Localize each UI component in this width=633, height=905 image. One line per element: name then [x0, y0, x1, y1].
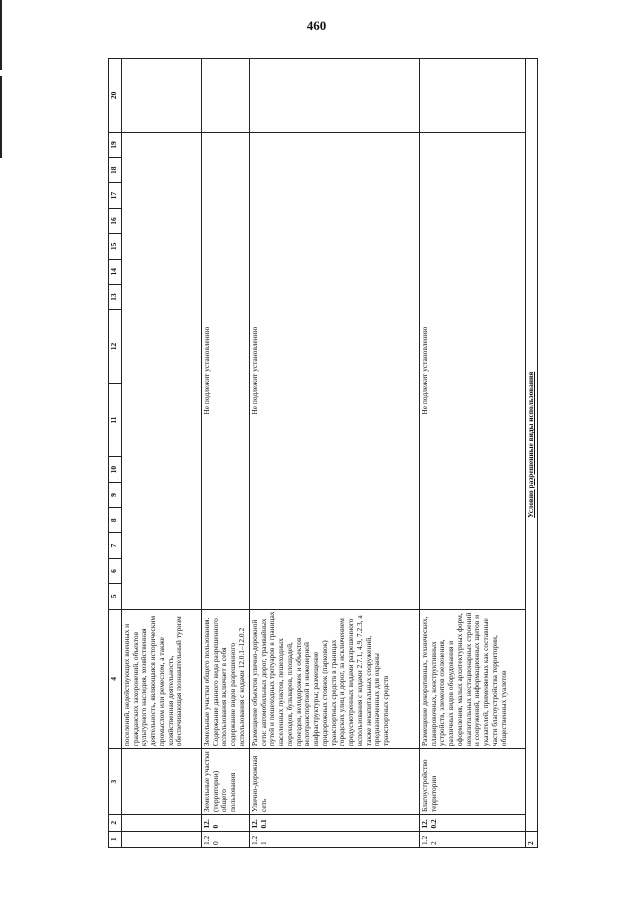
row-notes — [202, 59, 250, 133]
rotated-table-container — [108, 58, 535, 848]
column-header: 8 — [109, 508, 122, 533]
header-row — [109, 59, 122, 848]
column-header: 9 — [109, 482, 122, 507]
row-params: Не подлежит установлению — [250, 132, 420, 609]
row-params — [122, 132, 202, 609]
row-code: 12.0 — [202, 815, 250, 831]
column-header: 10 — [109, 457, 122, 482]
row-params: Не подлежит установлению — [420, 132, 526, 609]
row-params: Не подлежит установлению — [202, 132, 250, 609]
row-description: Земельные участки общего пользования. Содержание данного вида разрешенного использования включает в себя содержание видов разрешенного использования с кодами 12.0.1–12.0.2 — [202, 609, 250, 749]
row-number: 1.20 — [202, 831, 250, 847]
row-number: 1.21 — [250, 831, 420, 847]
row-name: Земельные участки (территории) общего пользования — [202, 749, 250, 815]
row-description: поселений, недействующих военных и гражданских захоронений, объектов культурного наследия, хозяйственная деятельность, являющаяся историческим промыслом или ремеслом, а также хозяйственная деятельность, обеспечивающая познавательный туризм — [122, 609, 202, 749]
column-header: 3 — [109, 749, 122, 815]
column-header: 12 — [109, 310, 122, 384]
row-number: 1.22 — [420, 831, 526, 847]
column-header: 16 — [109, 208, 122, 233]
table-row — [420, 59, 526, 848]
section-label: Условно разрешенные виды использования — [526, 59, 538, 832]
column-header: 1 — [109, 831, 122, 847]
column-header: 18 — [109, 158, 122, 183]
land-use-table — [108, 58, 538, 848]
row-description: Размещение декоративных, технических, планировочных, конструктивных устройств, элементов озеленения, различных видов оборудования и оформления, малых архитектурных форм, некапитальных нестационарных строений и сооружений, информационных щитов и указателей, применяемых как составные части благоустройства территории, общественных туалетов — [420, 609, 526, 749]
row-code: 12.0.2 — [420, 815, 526, 831]
column-header: 14 — [109, 259, 122, 284]
column-header: 6 — [109, 558, 122, 583]
column-header: 2 — [109, 815, 122, 831]
table-row — [250, 59, 420, 848]
table-row — [122, 59, 202, 848]
row-description: Размещение объектов улично-дорожной сети: автомобильных дорог, трамвайных путей и пешеходных тротуаров в границах населенных пунктов, пешеходных переходов, бульваров, площадей, проездов, велодорожек и объектов велотранспортной и инженерной инфраструктуры; размещение придорожных стоянок (парковок) транспортных средств в границах городских улиц и дорог, за исключением предусмотренных видами разрешенного использования с кодами 2.7.1, 4.9, 7.2.3, а также некапитальных сооружений, предназначенных для охраны транспортных средств — [250, 609, 420, 749]
row-number — [122, 831, 202, 847]
section-number: 2 — [526, 831, 538, 847]
row-notes — [250, 59, 420, 133]
column-header: 19 — [109, 132, 122, 157]
column-header: 11 — [109, 383, 122, 457]
left-margin-mark — [0, 76, 2, 158]
row-name: Улично-дорожная сеть — [250, 749, 420, 815]
table-row — [202, 59, 250, 848]
row-notes — [420, 59, 526, 133]
section-row — [526, 59, 538, 848]
column-header: 13 — [109, 284, 122, 309]
column-header: 7 — [109, 533, 122, 558]
row-name — [122, 749, 202, 815]
page-number: 460 — [306, 18, 327, 33]
column-header: 17 — [109, 183, 122, 208]
column-header: 15 — [109, 234, 122, 259]
column-header: 20 — [109, 59, 122, 133]
row-notes — [122, 59, 202, 133]
column-header: 5 — [109, 584, 122, 609]
row-code — [122, 815, 202, 831]
row-code: 12.0.1 — [250, 815, 420, 831]
column-header: 4 — [109, 609, 122, 749]
left-margin-mark — [0, 0, 2, 70]
row-name: Благоустройство территории — [420, 749, 526, 815]
